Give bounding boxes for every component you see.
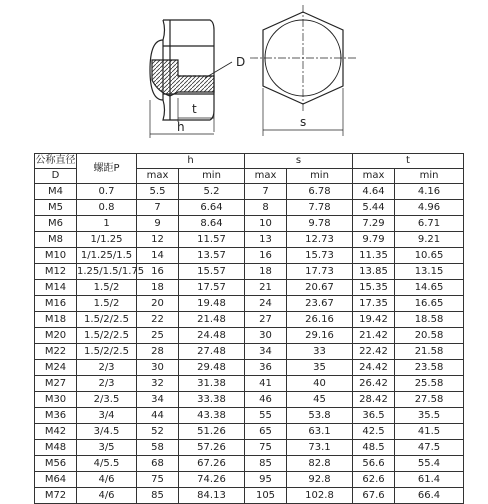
cell-p: 3/4.5 [77, 424, 137, 440]
cell-h-max: 75 [137, 472, 179, 488]
cell-s-max: 105 [245, 488, 287, 504]
cell-s-min: 40 [287, 376, 353, 392]
cell-t-min: 66.4 [395, 488, 464, 504]
cell-t-min: 14.65 [395, 280, 464, 296]
table-row [35, 216, 464, 232]
cell-d: M5 [35, 200, 77, 216]
cell-s-min: 92.8 [287, 472, 353, 488]
side-view [150, 20, 232, 138]
cell-h-min: 13.57 [179, 248, 245, 264]
cell-h-min: 8.64 [179, 216, 245, 232]
cell-s-min: 6.78 [287, 184, 353, 200]
cell-s-max: 41 [245, 376, 287, 392]
cell-p: 3/5 [77, 440, 137, 456]
cell-h-min: 21.48 [179, 312, 245, 328]
cell-p: 0.7 [77, 184, 137, 200]
table-row [35, 312, 464, 328]
cell-s-max: 75 [245, 440, 287, 456]
cell-t-max: 21.42 [353, 328, 395, 344]
cell-s-max: 55 [245, 408, 287, 424]
cell-s-max: 36 [245, 360, 287, 376]
cell-d: M8 [35, 232, 77, 248]
cell-s-min: 33 [287, 344, 353, 360]
cell-h-min: 19.48 [179, 296, 245, 312]
cell-t-min: 55.4 [395, 456, 464, 472]
header-nominal-diameter: 公称直径 [35, 154, 77, 169]
cell-s-min: 23.67 [287, 296, 353, 312]
cell-t-min: 16.65 [395, 296, 464, 312]
cell-p: 1.5/2 [77, 296, 137, 312]
cell-h-min: 43.38 [179, 408, 245, 424]
cell-d: M22 [35, 344, 77, 360]
cell-s-max: 85 [245, 456, 287, 472]
label-t: t [192, 102, 197, 116]
cell-s-max: 21 [245, 280, 287, 296]
table-row [35, 296, 464, 312]
dimension-table [34, 153, 464, 504]
cell-t-max: 26.42 [353, 376, 395, 392]
cell-s-min: 35 [287, 360, 353, 376]
label-d: D [236, 55, 246, 69]
cell-d: M20 [35, 328, 77, 344]
table-row [35, 360, 464, 376]
cell-h-min: 84.13 [179, 488, 245, 504]
cell-h-max: 30 [137, 360, 179, 376]
cell-h-max: 58 [137, 440, 179, 456]
cell-p: 4/6 [77, 472, 137, 488]
cell-h-min: 57.26 [179, 440, 245, 456]
cell-d: M42 [35, 424, 77, 440]
cell-s-min: 15.73 [287, 248, 353, 264]
cell-s-min: 73.1 [287, 440, 353, 456]
cell-h-min: 29.48 [179, 360, 245, 376]
cell-d: M72 [35, 488, 77, 504]
cell-d: M24 [35, 360, 77, 376]
cell-h-max: 28 [137, 344, 179, 360]
cell-d: M18 [35, 312, 77, 328]
cell-h-max: 85 [137, 488, 179, 504]
cap-nut-drawing [0, 0, 488, 150]
cell-p: 4/6 [77, 488, 137, 504]
cell-t-max: 4.64 [353, 184, 395, 200]
table-row [35, 328, 464, 344]
cell-s-min: 63.1 [287, 424, 353, 440]
table-row [35, 392, 464, 408]
cell-t-min: 25.58 [395, 376, 464, 392]
cell-t-max: 13.85 [353, 264, 395, 280]
cell-t-min: 27.58 [395, 392, 464, 408]
cell-s-min: 20.67 [287, 280, 353, 296]
cell-t-min: 23.58 [395, 360, 464, 376]
cell-p: 1.5/2 [77, 280, 137, 296]
cell-t-min: 35.5 [395, 408, 464, 424]
table-body [35, 184, 464, 504]
cell-s-max: 8 [245, 200, 287, 216]
cell-t-max: 11.35 [353, 248, 395, 264]
cell-p: 1/1.25/1.5 [77, 248, 137, 264]
cell-d: M4 [35, 184, 77, 200]
cell-t-min: 47.5 [395, 440, 464, 456]
header-pitch: 螺距P [77, 154, 137, 184]
cell-d: M6 [35, 216, 77, 232]
cell-d: M27 [35, 376, 77, 392]
header-d: D [35, 169, 77, 184]
cell-t-max: 15.35 [353, 280, 395, 296]
cell-s-max: 95 [245, 472, 287, 488]
cell-h-min: 17.57 [179, 280, 245, 296]
cell-p: 1.5/2/2.5 [77, 344, 137, 360]
header-t-min: min [395, 169, 464, 184]
cell-t-min: 4.96 [395, 200, 464, 216]
cell-t-min: 41.5 [395, 424, 464, 440]
table-row [35, 232, 464, 248]
cell-h-min: 11.57 [179, 232, 245, 248]
cell-s-min: 82.8 [287, 456, 353, 472]
cell-s-max: 27 [245, 312, 287, 328]
cell-h-max: 34 [137, 392, 179, 408]
table-row [35, 200, 464, 216]
cell-h-max: 9 [137, 216, 179, 232]
cell-t-min: 9.21 [395, 232, 464, 248]
cell-p: 4/5.5 [77, 456, 137, 472]
cell-s-min: 45 [287, 392, 353, 408]
cell-s-max: 34 [245, 344, 287, 360]
cell-p: 3/4 [77, 408, 137, 424]
cell-s-max: 65 [245, 424, 287, 440]
cell-s-max: 46 [245, 392, 287, 408]
cell-t-min: 10.65 [395, 248, 464, 264]
cell-h-min: 51.26 [179, 424, 245, 440]
cell-s-min: 53.8 [287, 408, 353, 424]
cell-h-max: 44 [137, 408, 179, 424]
cell-h-max: 16 [137, 264, 179, 280]
cell-d: M16 [35, 296, 77, 312]
cell-t-max: 9.79 [353, 232, 395, 248]
table-row [35, 440, 464, 456]
cell-d: M48 [35, 440, 77, 456]
cell-p: 2/3.5 [77, 392, 137, 408]
cell-h-min: 6.64 [179, 200, 245, 216]
cell-p: 1.5/2/2.5 [77, 328, 137, 344]
cell-t-min: 18.58 [395, 312, 464, 328]
header-h: h [137, 154, 245, 169]
cell-h-min: 5.2 [179, 184, 245, 200]
header-h-max: max [137, 169, 179, 184]
cell-s-max: 7 [245, 184, 287, 200]
cell-s-min: 17.73 [287, 264, 353, 280]
cell-p: 0.8 [77, 200, 137, 216]
cell-t-min: 21.58 [395, 344, 464, 360]
cell-t-max: 28.42 [353, 392, 395, 408]
cell-s-min: 26.16 [287, 312, 353, 328]
cell-s-min: 29.16 [287, 328, 353, 344]
cell-h-min: 67.26 [179, 456, 245, 472]
header-t-max: max [353, 169, 395, 184]
cell-d: M12 [35, 264, 77, 280]
table-row [35, 248, 464, 264]
cell-s-max: 30 [245, 328, 287, 344]
cell-p: 1 [77, 216, 137, 232]
cell-h-max: 7 [137, 200, 179, 216]
cell-d: M36 [35, 408, 77, 424]
cell-s-min: 7.78 [287, 200, 353, 216]
cell-d: M10 [35, 248, 77, 264]
cell-h-max: 52 [137, 424, 179, 440]
cell-h-max: 22 [137, 312, 179, 328]
cell-t-min: 4.16 [395, 184, 464, 200]
cell-s-max: 10 [245, 216, 287, 232]
cell-h-min: 74.26 [179, 472, 245, 488]
cell-h-min: 15.57 [179, 264, 245, 280]
table-row [35, 424, 464, 440]
cell-t-max: 19.42 [353, 312, 395, 328]
cell-h-max: 14 [137, 248, 179, 264]
cell-p: 1.25/1.5/1.75 [77, 264, 137, 280]
cell-s-min: 9.78 [287, 216, 353, 232]
cell-d: M14 [35, 280, 77, 296]
cell-s-max: 16 [245, 248, 287, 264]
cell-t-max: 42.5 [353, 424, 395, 440]
table-row [35, 184, 464, 200]
table-row [35, 280, 464, 296]
cell-h-max: 20 [137, 296, 179, 312]
cell-s-max: 13 [245, 232, 287, 248]
table-row [35, 456, 464, 472]
cell-t-max: 17.35 [353, 296, 395, 312]
cell-h-max: 25 [137, 328, 179, 344]
cell-t-max: 7.29 [353, 216, 395, 232]
table-row [35, 344, 464, 360]
cell-t-min: 61.4 [395, 472, 464, 488]
cell-h-max: 12 [137, 232, 179, 248]
cell-h-min: 33.38 [179, 392, 245, 408]
cell-p: 1/1.25 [77, 232, 137, 248]
cell-h-max: 18 [137, 280, 179, 296]
cell-h-min: 31.38 [179, 376, 245, 392]
cell-t-max: 67.6 [353, 488, 395, 504]
cell-t-max: 5.44 [353, 200, 395, 216]
header-h-min: min [179, 169, 245, 184]
table-row [35, 408, 464, 424]
cell-t-min: 20.58 [395, 328, 464, 344]
cell-t-min: 13.15 [395, 264, 464, 280]
header-s-max: max [245, 169, 287, 184]
cell-t-max: 56.6 [353, 456, 395, 472]
label-s: s [300, 115, 307, 129]
cell-h-max: 5.5 [137, 184, 179, 200]
header-s-min: min [287, 169, 353, 184]
cell-d: M56 [35, 456, 77, 472]
cell-d: M30 [35, 392, 77, 408]
cell-t-max: 22.42 [353, 344, 395, 360]
label-h: h [177, 120, 185, 134]
table-row [35, 264, 464, 280]
table-row [35, 472, 464, 488]
cell-s-min: 12.73 [287, 232, 353, 248]
table-header [35, 154, 464, 184]
cell-s-min: 102.8 [287, 488, 353, 504]
cell-t-max: 24.42 [353, 360, 395, 376]
cell-t-max: 36.5 [353, 408, 395, 424]
cell-p: 2/3 [77, 360, 137, 376]
header-t: t [353, 154, 464, 169]
cell-t-min: 6.71 [395, 216, 464, 232]
cell-t-max: 48.5 [353, 440, 395, 456]
cell-s-max: 18 [245, 264, 287, 280]
cell-h-min: 27.48 [179, 344, 245, 360]
cell-h-max: 68 [137, 456, 179, 472]
table-row [35, 488, 464, 504]
cell-h-max: 32 [137, 376, 179, 392]
cell-p: 1.5/2/2.5 [77, 312, 137, 328]
cell-h-min: 24.48 [179, 328, 245, 344]
header-s: s [245, 154, 353, 169]
table-row [35, 376, 464, 392]
cell-d: M64 [35, 472, 77, 488]
cell-s-max: 24 [245, 296, 287, 312]
cell-t-max: 62.6 [353, 472, 395, 488]
cell-p: 2/3 [77, 376, 137, 392]
